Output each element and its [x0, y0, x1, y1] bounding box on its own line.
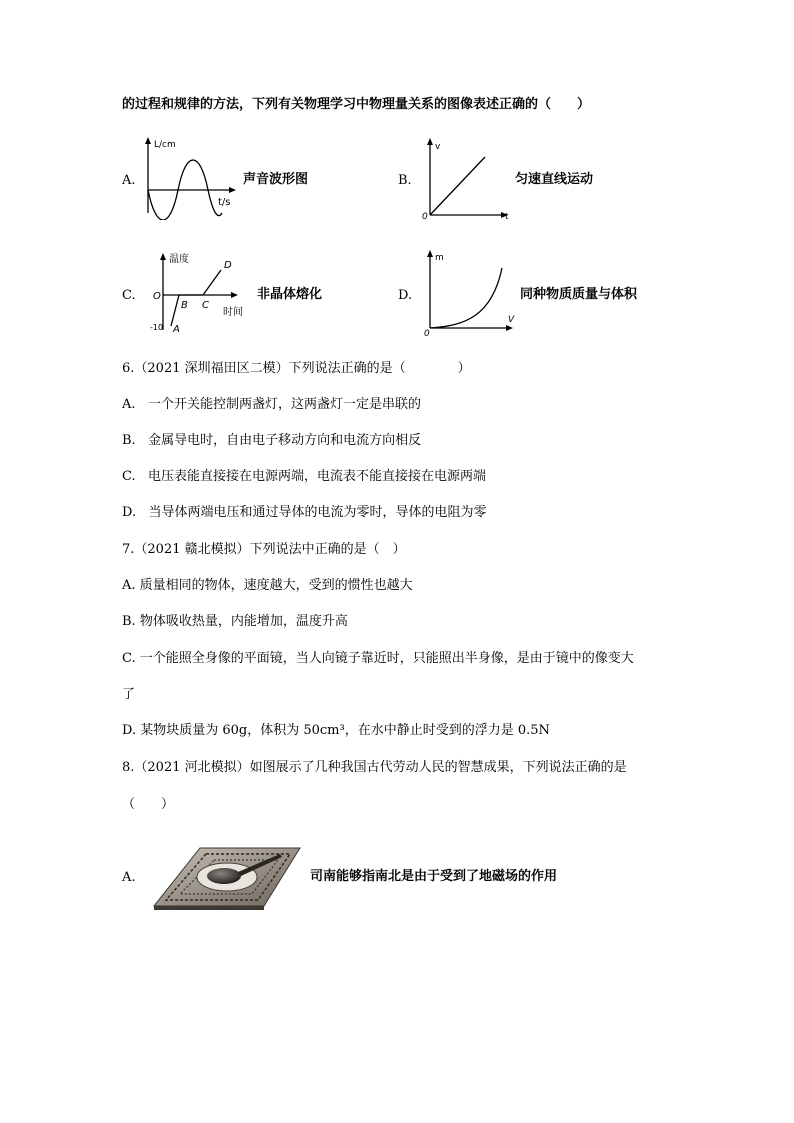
y-axis-label: 温度 [169, 254, 189, 265]
q8-blank: （ ） [122, 797, 175, 812]
q6-option-d-label: D. [122, 505, 137, 520]
q6-option-c-label: C. [122, 469, 136, 484]
point-d-label: D [224, 260, 232, 271]
y-axis-label: v [435, 142, 441, 152]
point-a-label: A [173, 324, 180, 335]
q6-option-d [122, 504, 487, 522]
point-c-label: C [202, 300, 209, 311]
q7-stem: 7.（2021 赣北模拟）下列说法中正确的是（ ） [122, 542, 406, 557]
q6-option-a-label: A. [122, 397, 136, 412]
q8-option-a-text: 司南能够指南北是由于受到了地磁场的作用 [310, 869, 558, 884]
tick-label: -10 [150, 323, 164, 332]
q7-option-c: C. 一个能照全身像的平面镜，当人向镜子靠近时，只能照出半身像，是由于镜中的像变大 [122, 651, 634, 666]
q6-option-a-text: 一个开关能控制两盏灯，这两盏灯一定是串联的 [147, 397, 421, 412]
melting-graph [145, 248, 250, 336]
plate-edge [154, 906, 264, 910]
x-axis-label: V [508, 315, 515, 325]
y-axis-label: m [435, 253, 444, 263]
q7-option-d: D. 某物块质量为 60g，体积为 50cm³，在水中静止时受到的浮力是 0.5N [122, 723, 550, 738]
q5-option-c-caption: 非晶体熔化 [257, 287, 323, 302]
q6-option-b [122, 432, 421, 450]
q6-option-b-text: 金属导电时，自由电子移动方向和电流方向相反 [148, 433, 422, 448]
x-axis-label: 时间 [223, 307, 243, 318]
y-axis-arrow [427, 138, 433, 145]
q7-option-c-continued: 了 [122, 687, 136, 702]
q5-option-d-caption: 同种物质质量与体积 [520, 287, 638, 302]
mass-volume-graph [420, 246, 520, 338]
q7-option-a: A. 质量相同的物体，速度越大，受到的惯性也越大 [122, 578, 413, 593]
y-axis-arrow [427, 250, 433, 257]
q5-option-b-label: B. [398, 173, 412, 188]
q6-option-c-text: 电压表能直接接在电源两端，电流表不能直接接在电源两端 [148, 469, 487, 484]
q5-option-a-caption: 声音波形图 [243, 172, 309, 187]
origin-label: 0 [424, 329, 430, 338]
q6-option-b-label: B. [122, 433, 136, 448]
x-axis-label: t/s [218, 197, 231, 208]
melting-curve [171, 270, 221, 326]
q5-option-d-label: D. [398, 288, 413, 303]
x-axis-arrow [231, 292, 238, 298]
q6-option-a [122, 396, 421, 414]
y-axis-arrow [160, 253, 166, 260]
q5-option-a-label: A. [122, 173, 136, 188]
q6-option-c [122, 468, 486, 486]
x-axis-arrow [229, 187, 236, 193]
y-axis-label: L/cm [154, 140, 176, 150]
q8-option-a-label: A. [122, 870, 136, 885]
intro-text: 的过程和规律的方法，下列有关物理学习中物理量关系的图像表述正确的（ ） [122, 97, 591, 112]
y-axis-arrow [145, 137, 151, 144]
spoon-bowl [207, 868, 241, 884]
x-axis-label: t [505, 212, 509, 222]
q6-option-d-text: 当导体两端电压和通过导体的电流为零时，导体的电阻为零 [148, 505, 487, 520]
q5-option-b-caption: 匀速直线运动 [515, 172, 594, 187]
velocity-line [430, 157, 485, 215]
origin-label: 0 [422, 212, 428, 222]
origin-label: O [153, 291, 161, 302]
uniform-motion-graph [420, 135, 515, 223]
x-axis-arrow [506, 325, 513, 331]
q8-stem: 8.（2021 河北模拟）如图展示了几种我国古代劳动人民的智慧成果，下列说法正确的是 [122, 760, 627, 775]
point-b-label: B [181, 300, 188, 311]
sinan-compass-image [152, 840, 302, 910]
mass-curve [430, 268, 502, 328]
q5-option-c-label: C. [122, 288, 136, 303]
q6-stem: 6.（2021 深圳福田区二模）下列说法正确的是（ ） [122, 361, 471, 376]
sound-wave-graph [140, 135, 240, 220]
q7-option-b: B. 物体吸收热量，内能增加，温度升高 [122, 614, 348, 629]
